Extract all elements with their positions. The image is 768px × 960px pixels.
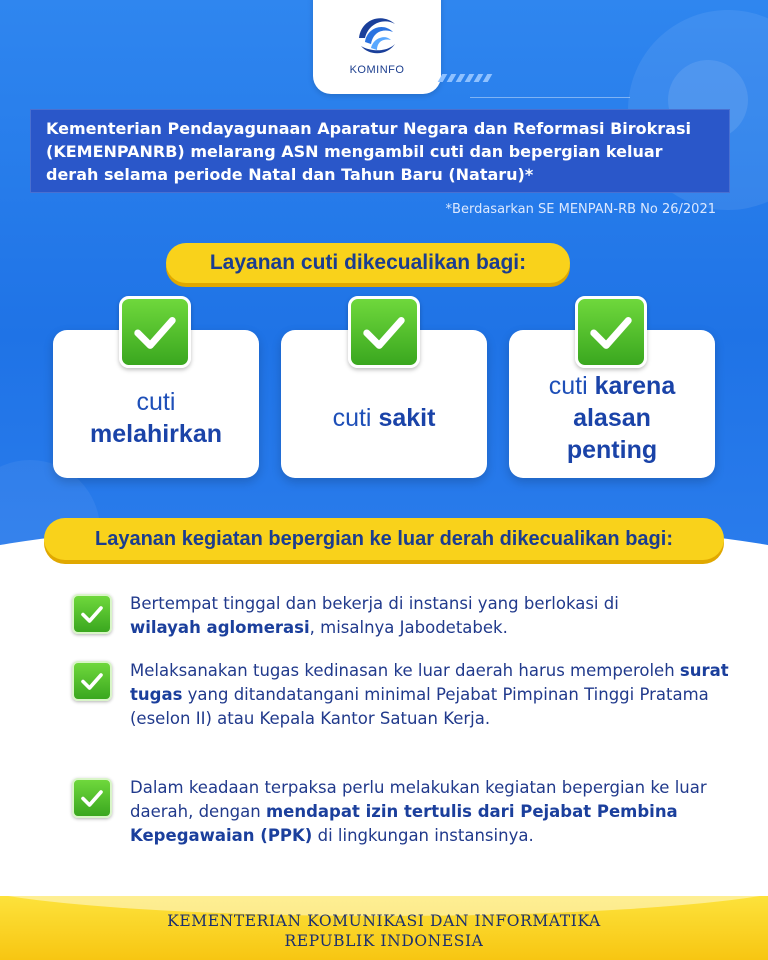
header-line: Kementerian Pendayagunaan Aparatur Negara dan Reformasi Birokrasi [46,119,691,138]
card-prefix: cuti [332,404,372,432]
list-item [72,776,732,848]
item-text-bold: mendapat izin tertulis dari Pejabat Pembina Kepegawaian (PPK) [130,802,678,845]
card-emphasis: melahirkan [89,420,222,448]
logo-text: KOMINFO [349,64,405,76]
item-text-bold: surat tugas [130,661,729,704]
checkmark-icon [119,296,191,368]
header-line: (KEMENPANRB) melarang ASN mengambil cuti dan bepergian keluar [46,142,663,161]
cuti-section-title: Layanan cuti dikecualikan bagi: [166,243,570,283]
checkmark-icon [72,778,112,818]
header-line: derah selama periode Natal dan Tahun Baru (Nataru)* [46,165,534,184]
card-emphasis: sakit [378,404,436,432]
checkmark-icon [72,594,112,634]
item-text-part: Bertempat tinggal dan bekerja di instansi yang berlokasi di [130,594,619,613]
logo-tab [313,0,441,94]
list-item [72,659,732,731]
item-text-part: Dalam keadaan terpaksa perlu melakukan kegiatan bepergian ke luar daerah, dengan [130,778,707,821]
card-emphasis: alasan [573,404,651,432]
item-text-part: yang ditandatangani minimal Pejabat Pimpinan Tinggi Pratama (eselon II) atau Kepala Kantor Satuan Kerja. [130,685,709,728]
list-item-text [130,592,619,640]
source-note: *Berdasarkan SE MENPAN-RB No 26/2021 [445,202,716,217]
decor-line [470,97,630,98]
card-emphasis: karena [594,372,676,400]
item-text-bold: wilayah aglomerasi [130,618,310,637]
item-text-part: di lingkungan instansinya. [312,826,534,845]
kominfo-logo-icon [351,10,403,60]
footer-line: KEMENTERIAN KOMUNIKASI DAN INFORMATIKA [167,912,601,930]
footer-line: REPUBLIK INDONESIA [284,932,484,950]
card-prefix: cuti [136,388,176,416]
card-emphasis: penting [566,436,658,464]
checkmark-icon [72,661,112,701]
list-item-text [130,659,730,731]
card-prefix: cuti [548,372,588,400]
list-item [72,592,732,640]
checkmark-icon [348,296,420,368]
header-text [46,117,726,186]
list-item-text [130,776,720,848]
travel-section-title: Layanan kegiatan bepergian ke luar derah dikecualikan bagi: [44,518,724,560]
item-text-part: , misalnya Jabodetabek. [309,618,508,637]
checkmark-icon [575,296,647,368]
decor-stripes [440,74,490,82]
item-text-part: Melaksanakan tugas kedinasan ke luar daerah harus memperoleh [130,661,680,680]
